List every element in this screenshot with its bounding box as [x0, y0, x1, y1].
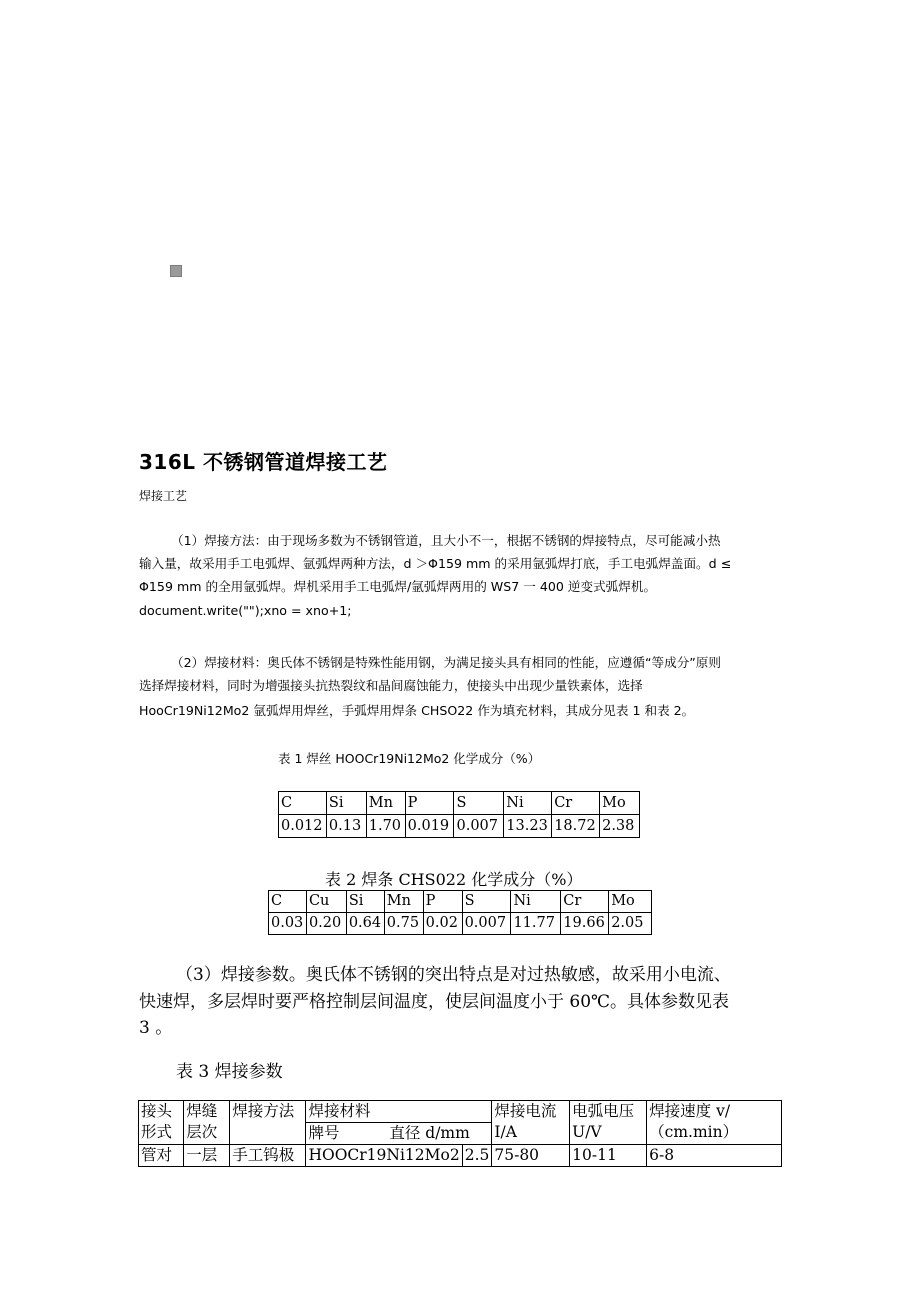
para2-line3: HooCr19Ni12Mo2 氩弧焊用焊丝，手弧焊用焊条 CHSO22 作为填充材料，其成分见表 1 和表 2。 [139, 703, 695, 718]
table2-value-row [269, 913, 652, 935]
table-header-cell: P [405, 792, 454, 815]
header-diameter: 直径 d/mm [389, 1124, 470, 1142]
table1-caption: 表 1 焊丝 HOOCr19Ni12Mo2 化学成分（%） [278, 751, 541, 766]
para2-line2: 选择焊接材料，同时为增强接头抗热裂纹和晶间腐蚀能力，使接头中出现少量铁素体，选择 [139, 678, 643, 693]
table-header-cell: Cu [306, 891, 346, 913]
table-value-cell: 0.007 [462, 913, 511, 935]
table-header-cell: Mn [366, 792, 405, 815]
table2-caption: 表 2 焊条 CHS022 化学成分（%） [325, 870, 583, 889]
table-value-cell: 2.05 [609, 913, 652, 935]
header-joint-line2: 形式 [141, 1123, 173, 1141]
table2-header-row [269, 891, 652, 913]
header-weld-method: 焊接方法 [230, 1101, 306, 1145]
cell-diameter: 2.5 [462, 1145, 492, 1167]
table-value-cell: 0.64 [346, 913, 384, 935]
para3-line2: 快速焊，多层焊时要严格控制层间温度，使层间温度小于 60℃。具体参数见表 [139, 992, 730, 1012]
header-current-line1: 焊接电流 [494, 1102, 557, 1120]
para1-line3: Φ159 mm 的全用氩弧焊。焊机采用手工电弧焊/氩弧焊两用的 WS7 一 400 逆变式弧焊机。 [139, 579, 657, 594]
table2 [268, 890, 652, 935]
cell-voltage: 10-11 [570, 1145, 647, 1167]
cell-joint: 管对 [139, 1145, 184, 1167]
table-header-cell: C [269, 891, 307, 913]
para2-line1: （2）焊接材料：奥氏体不锈钢是特殊性能用钢，为满足接头具有相同的性能，应遵循“等成分”原则 [171, 655, 721, 670]
table-value-cell: 0.019 [405, 815, 454, 838]
table-value-cell: 13.23 [504, 815, 552, 838]
header-joint-form [139, 1101, 184, 1145]
table-value-cell: 11.77 [511, 913, 561, 935]
table-value-cell: 19.66 [561, 913, 609, 935]
para1-line1: （1）焊接方法：由于现场多数为不锈钢管道，且大小不一，根据不锈钢的焊接特点，尽可能减小热 [171, 533, 721, 548]
table-header-cell: C [279, 792, 327, 815]
header-weld-layer [184, 1101, 230, 1145]
para3-line3: 3 。 [139, 1018, 173, 1038]
header-voltage-line1: 电弧电压 [572, 1102, 635, 1120]
header-speed-line2: （cm.min） [649, 1123, 739, 1141]
table1-header-row [279, 792, 640, 815]
table3-caption: 表 3 焊接参数 [176, 1062, 283, 1082]
header-grade: 牌号 [308, 1124, 340, 1142]
table-value-cell: 0.13 [326, 815, 366, 838]
header-speed-line1: 焊接速度 v/ [649, 1102, 731, 1120]
table-header-cell: Si [326, 792, 366, 815]
table-value-cell: 2.38 [600, 815, 640, 838]
para1-line4: document.write("");xno = xno+1; [139, 603, 352, 618]
cell-speed: 6-8 [647, 1145, 782, 1167]
table-value-cell: 0.75 [384, 913, 423, 935]
cell-current: 75-80 [492, 1145, 570, 1167]
table-header-cell: Ni [511, 891, 561, 913]
table3 [138, 1100, 782, 1167]
table3-header-row-1 [139, 1101, 782, 1123]
table-value-cell: 0.03 [269, 913, 307, 935]
table1-value-row [279, 815, 640, 838]
table-header-cell: S [454, 792, 504, 815]
header-layer-line1: 焊缝 [186, 1102, 218, 1120]
cell-method: 手工钨极 [230, 1145, 306, 1167]
header-current-line2: I/A [494, 1123, 517, 1141]
header-layer-line2: 层次 [186, 1123, 218, 1141]
placeholder-image-icon [170, 265, 182, 277]
section-subtitle: 焊接工艺 [139, 489, 188, 503]
cell-layer: 一层 [184, 1145, 230, 1167]
header-grade-diameter [306, 1123, 492, 1145]
table-header-cell: S [462, 891, 511, 913]
table1 [278, 791, 640, 838]
table3-data-row [139, 1145, 782, 1167]
header-weld-material: 焊接材料 [306, 1101, 492, 1123]
table-value-cell: 0.20 [306, 913, 346, 935]
table-header-cell: Mo [600, 792, 640, 815]
page-title: 316L 不锈钢管道焊接工艺 [139, 450, 388, 474]
header-voltage-line2: U/V [572, 1123, 602, 1141]
table-header-cell: P [423, 891, 462, 913]
header-weld-speed [647, 1101, 782, 1145]
table-header-cell: Mo [609, 891, 652, 913]
header-weld-current [492, 1101, 570, 1145]
header-joint-line1: 接头 [141, 1102, 173, 1120]
table-value-cell: 0.012 [279, 815, 327, 838]
table-value-cell: 18.72 [552, 815, 600, 838]
para3-line1: （3）焊接参数。奥氏体不锈钢的突出特点是对过热敏感，故采用小电流、 [176, 965, 731, 985]
table-value-cell: 0.02 [423, 913, 462, 935]
cell-grade: HOOCr19Ni12Mo2 [306, 1145, 462, 1167]
para1-line2: 输入量，故采用手工电弧焊、氩弧焊两种方法，d ＞Φ159 mm 的采用氩弧焊打底，手工电弧焊盖面。d ≤ [139, 556, 732, 571]
table-header-cell: Mn [384, 891, 423, 913]
table-value-cell: 0.007 [454, 815, 504, 838]
table-header-cell: Cr [552, 792, 600, 815]
table-header-cell: Si [346, 891, 384, 913]
header-arc-voltage [570, 1101, 647, 1145]
table-header-cell: Cr [561, 891, 609, 913]
table-value-cell: 1.70 [366, 815, 405, 838]
table-header-cell: Ni [504, 792, 552, 815]
